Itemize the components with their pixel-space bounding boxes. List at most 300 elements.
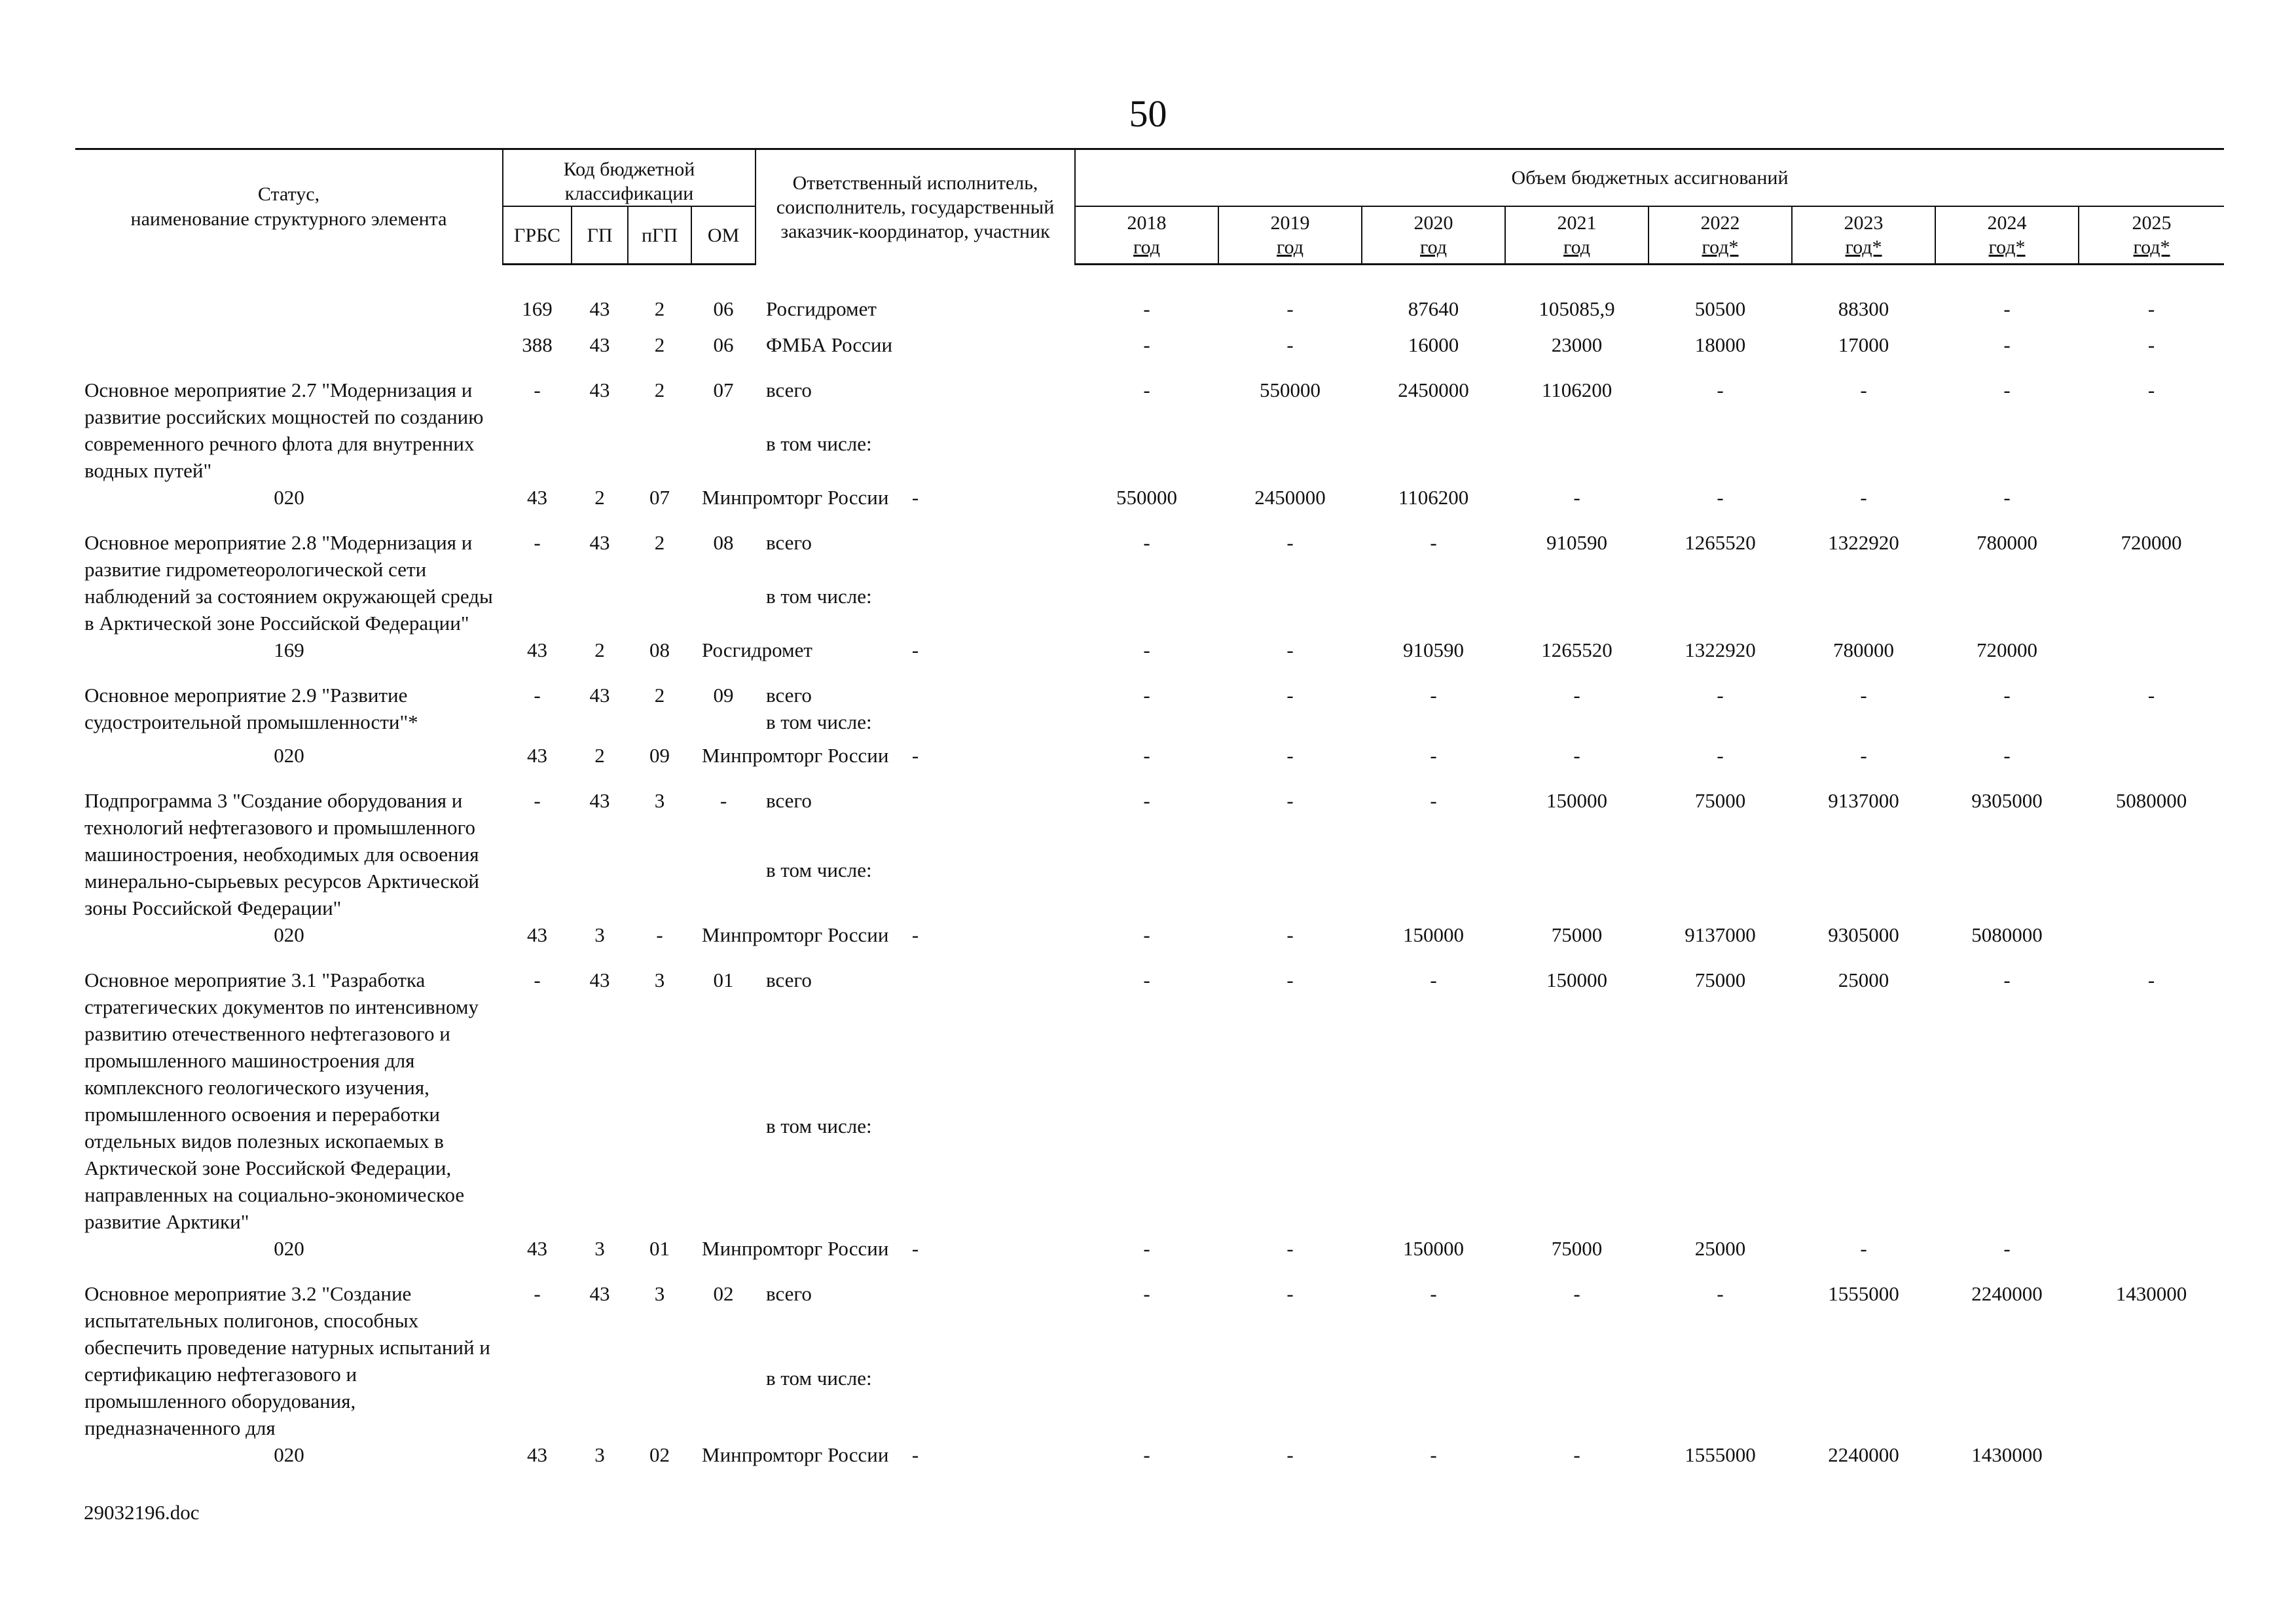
- value-cell: -: [1143, 297, 1150, 320]
- code-cell: 3: [654, 789, 665, 812]
- value-cell: [2079, 857, 2224, 915]
- value-cell: [1362, 430, 1505, 477]
- year-header: [1505, 206, 1649, 265]
- table-row: [75, 637, 2224, 663]
- year-unit: год: [1563, 236, 1591, 258]
- code-cell: -: [656, 923, 663, 946]
- value-cell: -: [911, 923, 919, 946]
- value-cell: -: [2003, 1237, 2011, 1260]
- executor-subtitle: в том числе:: [766, 858, 872, 881]
- code-cell: 020: [274, 486, 304, 509]
- value-cell: [2079, 1113, 2224, 1228]
- executor-subtitle: в том числе:: [766, 1115, 872, 1138]
- value-cell: [1649, 430, 1792, 477]
- value-cell: 150000: [1546, 969, 1608, 991]
- executor-header: Ответственный исполнитель, соисполнитель, государственный заказчик-координатор, участник: [756, 149, 1075, 265]
- value-cell: [1218, 430, 1362, 477]
- value-cell: -: [1143, 638, 1150, 661]
- code-cell: [628, 430, 691, 477]
- year-unit: год*: [1988, 236, 2026, 258]
- executor-cell: Минпромторг России: [702, 1443, 889, 1466]
- code-header: ГРБС: [503, 206, 572, 265]
- value-cell: -: [2003, 333, 2011, 356]
- value-cell: [1792, 1365, 1935, 1435]
- value-cell: 1322920: [1685, 638, 1756, 661]
- value-cell: -: [1286, 744, 1294, 767]
- value-cell: 1430000: [1971, 1443, 2043, 1466]
- value-cell: -: [1143, 1282, 1150, 1305]
- value-cell: -: [1860, 486, 1867, 509]
- year-unit: год*: [1702, 236, 1739, 258]
- value-cell: -: [1430, 531, 1437, 554]
- value-cell: 9137000: [1828, 789, 1899, 812]
- code-cell: 01: [713, 969, 734, 991]
- code-cell: 43: [589, 789, 610, 812]
- executor-subtitle: в том числе:: [766, 1367, 872, 1390]
- value-cell: 75000: [1694, 789, 1746, 812]
- code-cell: 43: [589, 969, 610, 991]
- code-cell: 2: [654, 378, 665, 401]
- value-cell: 2450000: [1398, 378, 1469, 401]
- code-cell: [572, 1365, 628, 1435]
- value-cell: [1792, 709, 1935, 735]
- value-cell: -: [1860, 378, 1867, 401]
- executor-subtitle: в том числе:: [766, 710, 872, 733]
- value-cell: 25000: [1838, 969, 1889, 991]
- value-cell: [1505, 857, 1649, 915]
- volume-header: Объем бюджетных ассигнований: [1075, 149, 2224, 207]
- code-cell: -: [534, 1282, 541, 1305]
- table-header: [75, 149, 2224, 265]
- code-cell: [572, 430, 628, 477]
- value-cell: -: [1573, 1443, 1580, 1466]
- year-header: [1218, 206, 1362, 265]
- value-cell: -: [1143, 531, 1150, 554]
- value-cell: -: [2147, 684, 2155, 707]
- value-cell: [1218, 1365, 1362, 1435]
- value-cell: 18000: [1694, 333, 1746, 356]
- code-cell: 43: [527, 1443, 547, 1466]
- value-cell: -: [1860, 1237, 1867, 1260]
- code-cell: -: [534, 378, 541, 401]
- table-row: [75, 286, 2224, 322]
- value-cell: -: [1286, 1443, 1294, 1466]
- value-cell: [1075, 583, 1218, 630]
- value-cell: [1505, 583, 1649, 630]
- value-cell: -: [2147, 297, 2155, 320]
- value-cell: -: [1717, 378, 1724, 401]
- year-label: 2018: [1127, 212, 1167, 234]
- code-cell: -: [534, 684, 541, 707]
- value-cell: 780000: [1977, 531, 2038, 554]
- value-cell: 23000: [1551, 333, 1603, 356]
- value-cell: 25000: [1694, 1237, 1746, 1260]
- value-cell: -: [2147, 378, 2155, 401]
- value-cell: [1505, 1365, 1649, 1435]
- value-cell: 50500: [1694, 297, 1746, 320]
- value-cell: 150000: [1546, 789, 1608, 812]
- value-cell: 1555000: [1685, 1443, 1756, 1466]
- value-cell: [2079, 583, 2224, 630]
- value-cell: 1322920: [1828, 531, 1899, 554]
- value-cell: 780000: [1833, 638, 1895, 661]
- executor-cell: всего: [766, 1282, 812, 1305]
- code-cell: 2: [654, 333, 665, 356]
- page-number: 50: [1129, 92, 1167, 135]
- code-cell: [572, 1113, 628, 1228]
- code-cell: [572, 583, 628, 630]
- value-cell: -: [1286, 638, 1294, 661]
- code-cell: [628, 583, 691, 630]
- value-cell: [1075, 857, 1218, 915]
- code-cell: [503, 1113, 572, 1228]
- value-cell: -: [1717, 1282, 1724, 1305]
- value-cell: [1935, 709, 2079, 735]
- value-cell: [1935, 430, 2079, 477]
- value-cell: -: [1430, 789, 1437, 812]
- value-cell: 16000: [1408, 333, 1459, 356]
- value-cell: [1649, 1365, 1792, 1435]
- code-cell: 43: [589, 333, 610, 356]
- year-unit: год*: [2133, 236, 2170, 258]
- executor-cell: Минпромторг России: [702, 486, 889, 509]
- code-cell: -: [534, 789, 541, 812]
- value-cell: -: [1286, 684, 1294, 707]
- code-cell: [503, 857, 572, 915]
- code-cell: [503, 583, 572, 630]
- structural-element-name: Основное мероприятие 2.7 "Модернизация и развитие российских мощностей по созданию современного речного флота для внутренних водных путей": [84, 378, 484, 482]
- value-cell: -: [1717, 744, 1724, 767]
- value-cell: -: [2147, 969, 2155, 991]
- code-cell: [691, 857, 756, 915]
- table-row: [75, 921, 2224, 948]
- value-cell: -: [1286, 297, 1294, 320]
- code-cell: [691, 430, 756, 477]
- code-cell: 3: [594, 1443, 605, 1466]
- value-cell: [1218, 583, 1362, 630]
- value-cell: -: [1143, 378, 1150, 401]
- code-cell: 01: [649, 1237, 670, 1260]
- status-header: Статус, наименование структурного элемента: [75, 149, 503, 265]
- code-cell: [503, 1365, 572, 1435]
- year-header: [2079, 206, 2224, 265]
- value-cell: -: [1717, 486, 1724, 509]
- value-cell: -: [911, 638, 919, 661]
- executor-cell: Минпромторг России: [702, 1237, 889, 1260]
- value-cell: 87640: [1408, 297, 1459, 320]
- value-cell: [1218, 1113, 1362, 1228]
- value-cell: [2079, 709, 2224, 735]
- value-cell: -: [1143, 969, 1150, 991]
- table-row: [75, 520, 2224, 583]
- structural-element-name: Подпрограмма 3 "Создание оборудования и технологий нефтегазового и промышленного машиностроения, необходимых для освоения минерально-сырьевых ресурсов Арктической зоны Российской Федерации": [84, 789, 479, 919]
- value-cell: -: [1286, 969, 1294, 991]
- code-cell: [691, 1113, 756, 1228]
- value-cell: -: [1286, 333, 1294, 356]
- value-cell: -: [1286, 789, 1294, 812]
- value-cell: [1218, 709, 1362, 735]
- year-label: 2021: [1557, 212, 1597, 234]
- value-cell: 550000: [1116, 486, 1178, 509]
- code-cell: [691, 583, 756, 630]
- table-row: [75, 1271, 2224, 1365]
- code-cell: 43: [527, 923, 547, 946]
- year-unit: год: [1133, 236, 1161, 258]
- value-cell: [1075, 430, 1218, 477]
- value-cell: -: [911, 486, 919, 509]
- value-cell: -: [1717, 684, 1724, 707]
- value-cell: -: [1286, 1237, 1294, 1260]
- value-cell: [1362, 709, 1505, 735]
- year-header: [1362, 206, 1505, 265]
- value-cell: -: [1430, 969, 1437, 991]
- code-cell: 43: [589, 1282, 610, 1305]
- value-cell: [1075, 709, 1218, 735]
- value-cell: 550000: [1260, 378, 1321, 401]
- value-cell: 75000: [1551, 1237, 1603, 1260]
- structural-element-name: Основное мероприятие 3.1 "Разработка стратегических документов по интенсивному развитию отечественного нефтегазового и промышленного машиностроения для комплексного геологического изучения, промышленного освоения и переработки отдельных видов полезных ископаемых в Арктической зоне Российской Федерации, направленных на социально-экономическое развитие Арктики": [84, 969, 479, 1233]
- value-cell: -: [1860, 744, 1867, 767]
- value-cell: -: [1573, 684, 1580, 707]
- value-cell: 2240000: [1828, 1443, 1899, 1466]
- table-row: [75, 778, 2224, 857]
- code-cell: 2: [654, 684, 665, 707]
- year-unit: год: [1420, 236, 1448, 258]
- value-cell: 9305000: [1971, 789, 2043, 812]
- value-cell: -: [1573, 1282, 1580, 1305]
- code-cell: 07: [649, 486, 670, 509]
- year-label: 2020: [1413, 212, 1453, 234]
- value-cell: 9305000: [1828, 923, 1899, 946]
- code-cell: [691, 1365, 756, 1435]
- value-cell: [1649, 1113, 1792, 1228]
- value-cell: -: [1143, 333, 1150, 356]
- value-cell: -: [1143, 1443, 1150, 1466]
- code-cell: 43: [527, 486, 547, 509]
- value-cell: [1649, 709, 1792, 735]
- value-cell: -: [1430, 1282, 1437, 1305]
- value-cell: [1935, 583, 2079, 630]
- year-label: 2023: [1844, 212, 1884, 234]
- value-cell: 1106200: [1398, 486, 1469, 509]
- code-cell: 07: [713, 378, 734, 401]
- year-label: 2019: [1270, 212, 1310, 234]
- budget-table: [75, 148, 2224, 1477]
- code-cell: 020: [274, 1237, 304, 1260]
- code-cell: -: [534, 531, 541, 554]
- value-cell: [1792, 1113, 1935, 1228]
- structural-element-name: [75, 286, 503, 358]
- value-cell: [1649, 857, 1792, 915]
- code-cell: 08: [713, 531, 734, 554]
- code-cell: -: [534, 969, 541, 991]
- value-cell: [1935, 1113, 2079, 1228]
- value-cell: 2450000: [1254, 486, 1326, 509]
- value-cell: 75000: [1694, 969, 1746, 991]
- code-cell: 43: [589, 378, 610, 401]
- code-cell: [503, 430, 572, 477]
- value-cell: -: [1430, 684, 1437, 707]
- value-cell: 17000: [1838, 333, 1889, 356]
- value-cell: 1555000: [1828, 1282, 1899, 1305]
- executor-cell: всего: [766, 378, 812, 401]
- value-cell: 5080000: [1971, 923, 2043, 946]
- value-cell: -: [911, 1237, 919, 1260]
- structural-element-name: Основное мероприятие 3.2 "Создание испытательных полигонов, способных обеспечить проведение натурных испытаний и сертификацию нефтегазового и промышленного оборудования, предназначенного для: [84, 1282, 490, 1439]
- value-cell: 1265520: [1541, 638, 1613, 661]
- executor-cell: ФМБА России: [766, 333, 893, 356]
- value-cell: 2240000: [1971, 1282, 2043, 1305]
- value-cell: 1106200: [1541, 378, 1613, 401]
- value-cell: -: [1573, 486, 1580, 509]
- value-cell: [1792, 583, 1935, 630]
- code-cell: 2: [654, 531, 665, 554]
- value-cell: [1792, 857, 1935, 915]
- value-cell: -: [1430, 1443, 1437, 1466]
- executor-cell: всего: [766, 531, 812, 554]
- value-cell: 720000: [1977, 638, 2038, 661]
- code-cell: 08: [649, 638, 670, 661]
- code-cell: 2: [654, 297, 665, 320]
- executor-cell: Росгидромет: [702, 638, 812, 661]
- year-header: [1075, 206, 1218, 265]
- value-cell: 1430000: [2115, 1282, 2187, 1305]
- table-row: [75, 367, 2224, 430]
- value-cell: 910590: [1403, 638, 1465, 661]
- value-cell: [1935, 857, 2079, 915]
- code-cell: 09: [713, 684, 734, 707]
- code-group-header: Код бюджетной классификации: [503, 149, 756, 207]
- value-cell: [1362, 857, 1505, 915]
- table-row: [75, 957, 2224, 1113]
- value-cell: -: [1143, 744, 1150, 767]
- code-cell: [572, 857, 628, 915]
- code-cell: [628, 1113, 691, 1228]
- code-header: ОМ: [691, 206, 756, 265]
- code-cell: 06: [713, 333, 734, 356]
- table-row: [75, 673, 2224, 709]
- code-cell: 02: [713, 1282, 734, 1305]
- year-header: [1792, 206, 1935, 265]
- structural-element-name: Основное мероприятие 2.8 "Модернизация и развитие гидрометеорологической сети наблюдений за состоянием окружающей среды в Арктической зоне Российской Федерации": [84, 531, 493, 635]
- code-cell: 06: [713, 297, 734, 320]
- value-cell: -: [2003, 744, 2011, 767]
- year-label: 2024: [1987, 212, 2027, 234]
- value-cell: 88300: [1838, 297, 1889, 320]
- value-cell: 150000: [1403, 923, 1465, 946]
- value-cell: -: [1286, 923, 1294, 946]
- code-cell: [628, 709, 691, 735]
- code-cell: 3: [654, 969, 665, 991]
- value-cell: 720000: [2121, 531, 2182, 554]
- code-cell: 2: [594, 486, 605, 509]
- code-cell: 3: [594, 923, 605, 946]
- table-body: [75, 265, 2224, 1478]
- executor-subtitle: в том числе:: [766, 585, 872, 608]
- footer-filename: 29032196.doc: [84, 1501, 200, 1524]
- executor-cell: Минпромторг России: [702, 744, 889, 767]
- structural-element-name: Основное мероприятие 2.9 "Развитие судостроительной промышленности"*: [84, 684, 418, 733]
- value-cell: -: [2003, 297, 2011, 320]
- executor-cell: Росгидромет: [766, 297, 877, 320]
- value-cell: [1075, 1113, 1218, 1228]
- code-cell: 43: [589, 531, 610, 554]
- value-cell: 75000: [1551, 923, 1603, 946]
- value-cell: [1075, 1365, 1218, 1435]
- value-cell: -: [2147, 333, 2155, 356]
- value-cell: [1362, 1113, 1505, 1228]
- code-cell: 020: [274, 1443, 304, 1466]
- table-row: [75, 1441, 2224, 1468]
- code-cell: [503, 709, 572, 735]
- year-header: [1935, 206, 2079, 265]
- code-cell: 43: [527, 744, 547, 767]
- code-cell: 43: [589, 297, 610, 320]
- executor-cell: Минпромторг России: [702, 923, 889, 946]
- value-cell: -: [1286, 1282, 1294, 1305]
- value-cell: -: [1286, 531, 1294, 554]
- value-cell: -: [1430, 744, 1437, 767]
- code-cell: 020: [274, 744, 304, 767]
- value-cell: [1505, 430, 1649, 477]
- code-cell: 02: [649, 1443, 670, 1466]
- table-row: [75, 484, 2224, 511]
- code-cell: 020: [274, 923, 304, 946]
- code-cell: 43: [527, 1237, 547, 1260]
- value-cell: 9137000: [1685, 923, 1756, 946]
- value-cell: [1362, 583, 1505, 630]
- value-cell: -: [1143, 684, 1150, 707]
- year-label: 2022: [1700, 212, 1740, 234]
- value-cell: [2079, 1365, 2224, 1435]
- code-cell: 169: [522, 297, 553, 320]
- value-cell: 105085,9: [1539, 297, 1615, 320]
- value-cell: -: [911, 1443, 919, 1466]
- code-cell: [628, 857, 691, 915]
- code-cell: [572, 709, 628, 735]
- value-cell: -: [2003, 684, 2011, 707]
- code-cell: [691, 709, 756, 735]
- value-cell: 1265520: [1685, 531, 1756, 554]
- value-cell: -: [1143, 789, 1150, 812]
- value-cell: -: [911, 744, 919, 767]
- code-cell: 388: [522, 333, 553, 356]
- value-cell: -: [1573, 744, 1580, 767]
- value-cell: 150000: [1403, 1237, 1465, 1260]
- value-cell: [1935, 1365, 2079, 1435]
- code-cell: 09: [649, 744, 670, 767]
- value-cell: -: [1143, 923, 1150, 946]
- value-cell: [2079, 430, 2224, 477]
- executor-cell: всего: [766, 969, 812, 991]
- value-cell: [1218, 857, 1362, 915]
- year-unit: год*: [1845, 236, 1882, 258]
- executor-cell: всего: [766, 684, 812, 707]
- value-cell: 5080000: [2115, 789, 2187, 812]
- year-header: [1649, 206, 1792, 265]
- table-row: [75, 742, 2224, 769]
- executor-cell: всего: [766, 789, 812, 812]
- code-cell: 3: [594, 1237, 605, 1260]
- value-cell: [1505, 709, 1649, 735]
- year-unit: год: [1277, 236, 1304, 258]
- value-cell: [1505, 1113, 1649, 1228]
- code-cell: -: [720, 789, 727, 812]
- code-cell: [628, 1365, 691, 1435]
- executor-subtitle: в том числе:: [766, 432, 872, 456]
- code-header: ГП: [572, 206, 628, 265]
- value-cell: -: [2003, 486, 2011, 509]
